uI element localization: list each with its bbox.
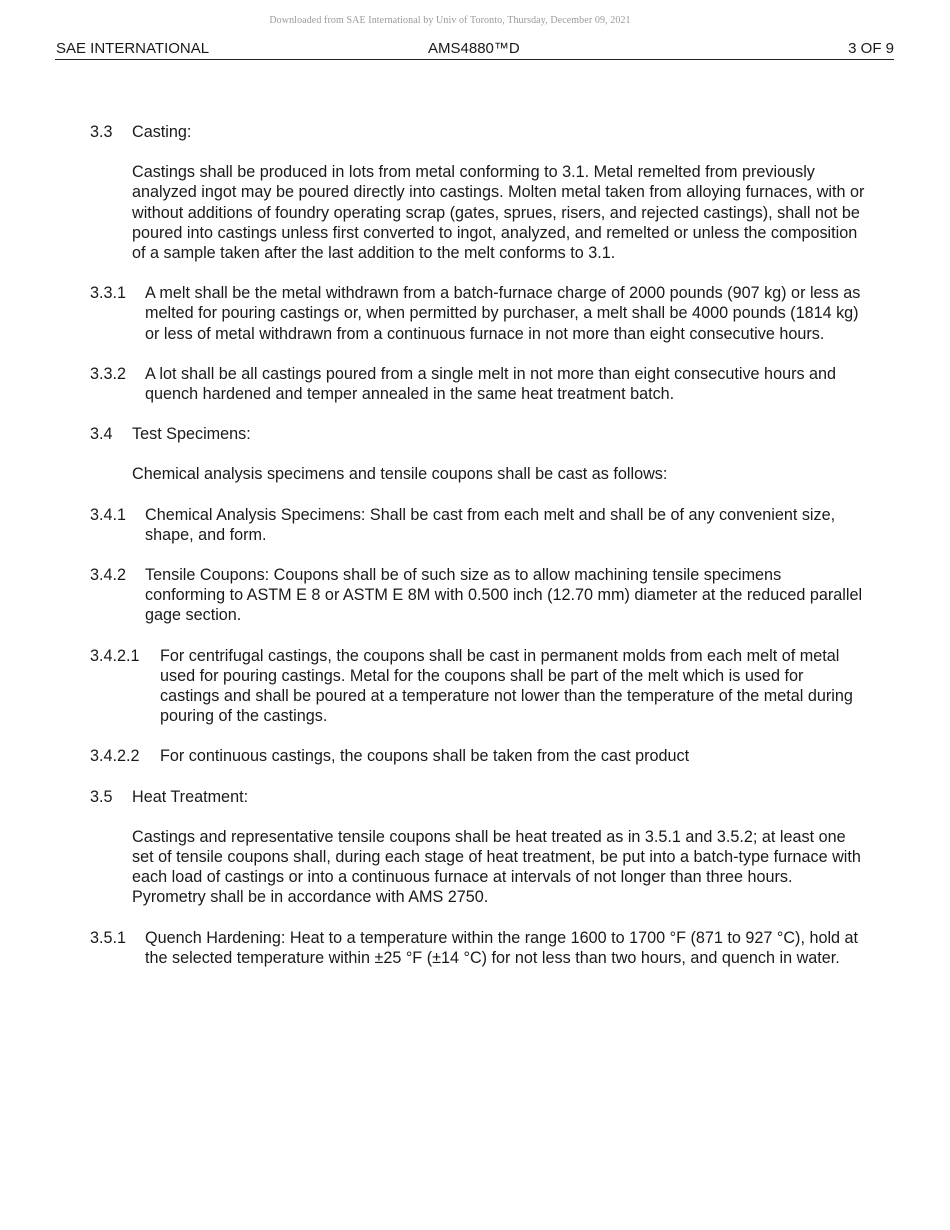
document-body [90,122,865,988]
download-watermark: Downloaded from SAE International by Univ of Toronto, Thursday, December 09, 2021 [269,15,631,26]
section-number: 3.5 [90,787,113,806]
clause-number: 3.4.1 [90,505,127,524]
section-heading-3-3 [90,122,865,142]
header-doc-number: AMS4880™D [428,40,520,57]
section-paragraph-3-3: Castings shall be produced in lots from metal conforming to 3.1. Metal remelted from previously analyzed ingot may be poured directly into castings. Molten metal taken from alloying furnaces, with or without additions of foundry operating scrap (gates, sprues, risers, and rejected castings), shall not be poured into castings unless first converted to ingot, analyzed, and remelted or unless the composition of a sample taken after the last addition to the melt conforms to 3.1. [132,163,865,263]
section-heading-3-5 [90,787,865,807]
clause-number: 3.4.2.2 [90,747,140,766]
clause-number: 3.4.2 [90,566,127,585]
section-heading-3-4 [90,424,865,444]
clause-text: A melt shall be the metal withdrawn from a batch-furnace charge of 2000 pounds (907 kg) or less as melted for pouring castings or, when permitted by purchaser, a melt shall be 4000 pounds (1814 kg) or less of metal withdrawn from a continuous furnace in not more than eight consecutive hours. [145,284,861,343]
section-number: 3.4 [90,425,113,444]
section-title: Test Specimens: [132,425,251,444]
clause-3-4-2-2 [90,746,865,766]
clause-3-4-1 [90,505,865,545]
header-page-number: 3 OF 9 [848,40,894,57]
clause-text: Quench Hardening: Heat to a temperature within the range 1600 to 1700 °F (871 to 927 °C), hold at the selected temperature within ±25 °F (±14 °C) for not less than two hours, and quench in water. [145,928,859,967]
section-title: Casting: [132,123,192,141]
clause-3-4-2 [90,565,865,626]
clause-3-5-1 [90,928,865,968]
page-header [55,38,894,60]
clause-text: A lot shall be all castings poured from a single melt in not more than eight consecutive hours and quench hardened and temper annealed in the same heat treatment batch. [145,364,837,404]
section-paragraph-3-4: Chemical analysis specimens and tensile coupons shall be cast as follows: [132,465,668,484]
clause-3-3-2 [90,364,865,404]
clause-number: 3.4.2.1 [90,646,140,665]
clause-text: Chemical Analysis Specimens: Shall be cast from each melt and shall be of any convenient size, shape, and form. [145,505,836,544]
section-number: 3.3 [90,123,113,141]
clause-text: For centrifugal castings, the coupons shall be cast in permanent molds from each melt of metal used for pouring castings. Metal for the coupons shall be part of the melt which is used for castings and shall be poured at a temperature not lower than the temperature of the metal during pouring of the castings. [160,646,853,726]
clause-3-3-1 [90,283,865,344]
clause-text: For continuous castings, the coupons shall be taken from the cast product [160,747,690,766]
clause-number: 3.3.1 [90,284,127,303]
clause-text: Tensile Coupons: Coupons shall be of such size as to allow machining tensile specimens conforming to ASTM E 8 or ASTM E 8M with 0.500 inch (12.70 mm) diameter at the reduced parallel gage section. [145,566,863,625]
clause-3-4-2-1 [90,646,865,727]
header-publisher: SAE INTERNATIONAL [56,40,210,57]
clause-number: 3.5.1 [90,928,127,947]
section-title: Heat Treatment: [132,787,249,806]
section-paragraph-3-5: Castings and representative tensile coupons shall be heat treated as in 3.5.1 and 3.5.2; at least one set of tensile coupons shall, during each stage of heat treatment, be put into a batch-type furnace with each load of castings or into a continuous furnace at intervals of not longer than three hours. Pyrometry shall be in accordance with AMS 2750. [132,827,861,907]
clause-number: 3.3.2 [90,364,127,383]
